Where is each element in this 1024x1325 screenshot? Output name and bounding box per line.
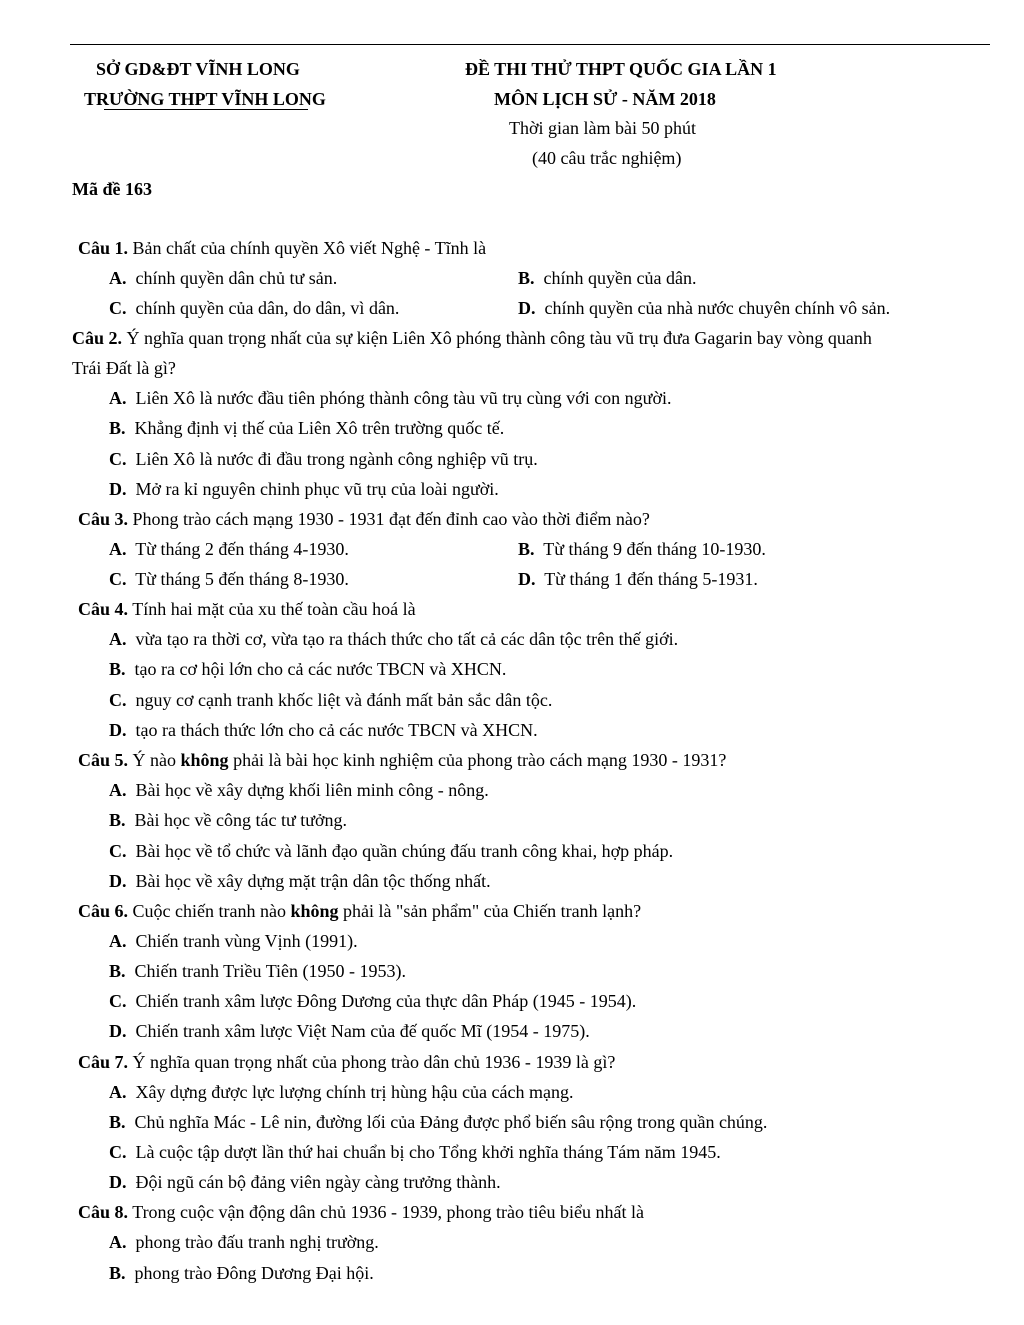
option-text: vừa tạo ra thời cơ, vừa tạo ra thách thức cho tất cả các dân tộc trên thế giới. (135, 629, 679, 649)
option-text: Chiến tranh xâm lược Đông Dương của thực dân Pháp (1945 - 1954). (135, 991, 637, 1011)
option-6c (109, 990, 636, 1012)
option-text: Chiến tranh xâm lược Việt Nam của đế quốc Mĩ (1954 - 1975). (135, 1021, 590, 1041)
option-text: Từ tháng 2 đến tháng 4-1930. (135, 539, 349, 559)
option-letter: A. (109, 1082, 127, 1102)
option-3b (518, 538, 766, 560)
option-5d (109, 870, 491, 892)
option-letter: B. (109, 418, 126, 438)
option-text: chính quyền của nhà nước chuyên chính vô sản. (544, 298, 891, 318)
option-6d (109, 1020, 590, 1042)
option-text: Từ tháng 1 đến tháng 5-1931. (544, 569, 758, 589)
option-1a (109, 267, 337, 289)
option-letter: C. (109, 1142, 127, 1162)
question-3 (78, 508, 650, 530)
option-letter: A. (109, 388, 127, 408)
question-text-pre: Cuộc chiến tranh nào (132, 901, 291, 921)
option-text: Từ tháng 9 đến tháng 10-1930. (543, 539, 766, 559)
option-text: Chiến tranh vùng Vịnh (1991). (135, 931, 358, 951)
option-letter: C. (109, 569, 127, 589)
exam-code: Mã đề 163 (72, 179, 152, 199)
question-text-pre: Ý nào (132, 750, 181, 770)
question-7 (78, 1051, 615, 1073)
option-text: tạo ra cơ hội lớn cho cả các nước TBCN và XHCN. (134, 659, 507, 679)
question-label: Câu 3. (78, 509, 129, 529)
option-8b (109, 1262, 374, 1284)
option-letter: B. (109, 659, 126, 679)
option-3a (109, 538, 349, 560)
option-letter: B. (109, 1112, 126, 1132)
option-letter: A. (109, 780, 127, 800)
option-text: Từ tháng 5 đến tháng 8-1930. (135, 569, 349, 589)
option-text: Khẳng định vị thế của Liên Xô trên trường quốc tế. (134, 418, 505, 438)
question-1 (78, 237, 486, 259)
option-letter: A. (109, 931, 127, 951)
option-8a (109, 1231, 379, 1253)
question-text: Phong trào cách mạng 1930 - 1931 đạt đến đỉnh cao vào thời điểm nào? (132, 509, 650, 529)
option-text: Bài học về xây dựng mặt trận dân tộc thống nhất. (135, 871, 491, 891)
exam-duration: Thời gian làm bài 50 phút (509, 118, 696, 138)
option-7b (109, 1111, 767, 1133)
option-2c (109, 448, 538, 470)
dept-name: SỞ GD&ĐT VĨNH LONG (96, 59, 300, 79)
question-text: Trong cuộc vận động dân chủ 1936 - 1939, phong trào tiêu biểu nhất là (132, 1202, 644, 1222)
option-2a (109, 387, 671, 409)
question-text-post: phải là "sản phẩm" của Chiến tranh lạnh? (338, 901, 642, 921)
option-6b (109, 960, 406, 982)
question-label: Câu 1. (78, 238, 129, 258)
question-6 (78, 900, 641, 922)
option-letter: D. (518, 569, 536, 589)
option-text: phong trào đấu tranh nghị trường. (135, 1232, 379, 1252)
question-text-emphasis: không (180, 750, 229, 770)
option-letter: A. (109, 1232, 127, 1252)
question-label: Câu 7. (78, 1052, 129, 1072)
option-text: Chiến tranh Triều Tiên (1950 - 1953). (134, 961, 407, 981)
question-text: Tính hai mặt của xu thế toàn cầu hoá là (132, 599, 416, 619)
option-6a (109, 930, 358, 952)
option-text: chính quyền dân chủ tư sản. (135, 268, 338, 288)
question-text-post: phải là bài học kinh nghiệm của phong trào cách mạng 1930 - 1931? (228, 750, 727, 770)
option-letter: C. (109, 690, 127, 710)
option-letter: C. (109, 449, 127, 469)
option-1c (109, 297, 399, 319)
question-2-cont: Trái Đất là gì? (72, 358, 176, 378)
option-4a (109, 628, 678, 650)
option-text: phong trào Đông Dương Đại hội. (134, 1263, 374, 1283)
option-text: Là cuộc tập dượt lần thứ hai chuẩn bị cho Tổng khởi nghĩa tháng Tám năm 1945. (135, 1142, 721, 1162)
option-text: chính quyền của dân. (543, 268, 697, 288)
option-text: Mở ra kỉ nguyên chinh phục vũ trụ của loài người. (135, 479, 499, 499)
option-7c (109, 1141, 721, 1163)
option-3d (518, 568, 758, 590)
option-letter: B. (518, 268, 535, 288)
option-text: Xây dựng được lực lượng chính trị hùng hậu của cách mạng. (135, 1082, 574, 1102)
question-label: Câu 5. (78, 750, 129, 770)
option-5a (109, 779, 489, 801)
question-text: Ý nghĩa quan trọng nhất của phong trào dân chủ 1936 - 1939 là gì? (132, 1052, 616, 1072)
option-letter: C. (109, 991, 127, 1011)
option-7a (109, 1081, 573, 1103)
option-text: chính quyền của dân, do dân, vì dân. (135, 298, 400, 318)
option-letter: A. (109, 629, 127, 649)
question-4 (78, 598, 416, 620)
option-5c (109, 840, 673, 862)
option-text: nguy cơ cạnh tranh khốc liệt và đánh mất bản sắc dân tộc. (135, 690, 553, 710)
question-text: Bản chất của chính quyền Xô viết Nghệ - Tĩnh là (132, 238, 487, 258)
question-5 (78, 749, 726, 771)
option-letter: D. (109, 871, 127, 891)
option-3c (109, 568, 349, 590)
question-8 (78, 1201, 644, 1223)
option-text: Liên Xô là nước đi đầu trong ngành công nghiệp vũ trụ. (135, 449, 538, 469)
option-text: Chủ nghĩa Mác - Lê nin, đường lối của Đảng được phổ biến sâu rộng trong quần chúng. (134, 1112, 768, 1132)
option-letter: C. (109, 298, 127, 318)
option-4c (109, 689, 552, 711)
school-underline (104, 109, 308, 110)
question-label: Câu 8. (78, 1202, 129, 1222)
option-letter: D. (109, 720, 127, 740)
option-5b (109, 809, 347, 831)
question-text-emphasis: không (290, 901, 339, 921)
option-1d (518, 297, 890, 319)
exam-title: ĐỀ THI THỬ THPT QUỐC GIA LẦN 1 (465, 59, 777, 79)
option-4b (109, 658, 506, 680)
option-text: Bài học về công tác tư tưởng. (134, 810, 347, 830)
question-2 (72, 327, 872, 349)
question-label: Câu 6. (78, 901, 129, 921)
option-4d (109, 719, 538, 741)
option-letter: D. (109, 1021, 127, 1041)
option-letter: D. (109, 479, 127, 499)
option-letter: B. (518, 539, 535, 559)
option-text: Đội ngũ cán bộ đảng viên ngày càng trưởng thành. (135, 1172, 501, 1192)
subject-title: MÔN LỊCH SỬ - NĂM 2018 (494, 89, 716, 109)
top-rule (70, 44, 990, 45)
question-label: Câu 4. (78, 599, 129, 619)
option-text: Bài học về tổ chức và lãnh đạo quần chúng đấu tranh công khai, hợp pháp. (135, 841, 674, 861)
option-letter: B. (109, 961, 126, 981)
option-letter: A. (109, 539, 127, 559)
option-1b (518, 267, 696, 289)
question-text: Ý nghĩa quan trọng nhất của sự kiện Liên Xô phóng thành công tàu vũ trụ đưa Gagarin bay vòng quanh (126, 328, 872, 348)
option-letter: C. (109, 841, 127, 861)
option-text: tạo ra thách thức lớn cho cả các nước TBCN và XHCN. (135, 720, 538, 740)
option-letter: D. (518, 298, 536, 318)
question-count: (40 câu trắc nghiệm) (532, 148, 682, 168)
option-7d (109, 1171, 501, 1193)
option-text: Bài học về xây dựng khối liên minh công - nông. (135, 780, 489, 800)
school-name: TRƯỜNG THPT VĨNH LONG (84, 89, 326, 109)
option-2b (109, 417, 504, 439)
option-letter: A. (109, 268, 127, 288)
option-letter: B. (109, 810, 126, 830)
option-2d (109, 478, 499, 500)
option-letter: B. (109, 1263, 126, 1283)
option-text: Liên Xô là nước đầu tiên phóng thành công tàu vũ trụ cùng với con người. (135, 388, 672, 408)
question-label: Câu 2. (72, 328, 123, 348)
option-letter: D. (109, 1172, 127, 1192)
